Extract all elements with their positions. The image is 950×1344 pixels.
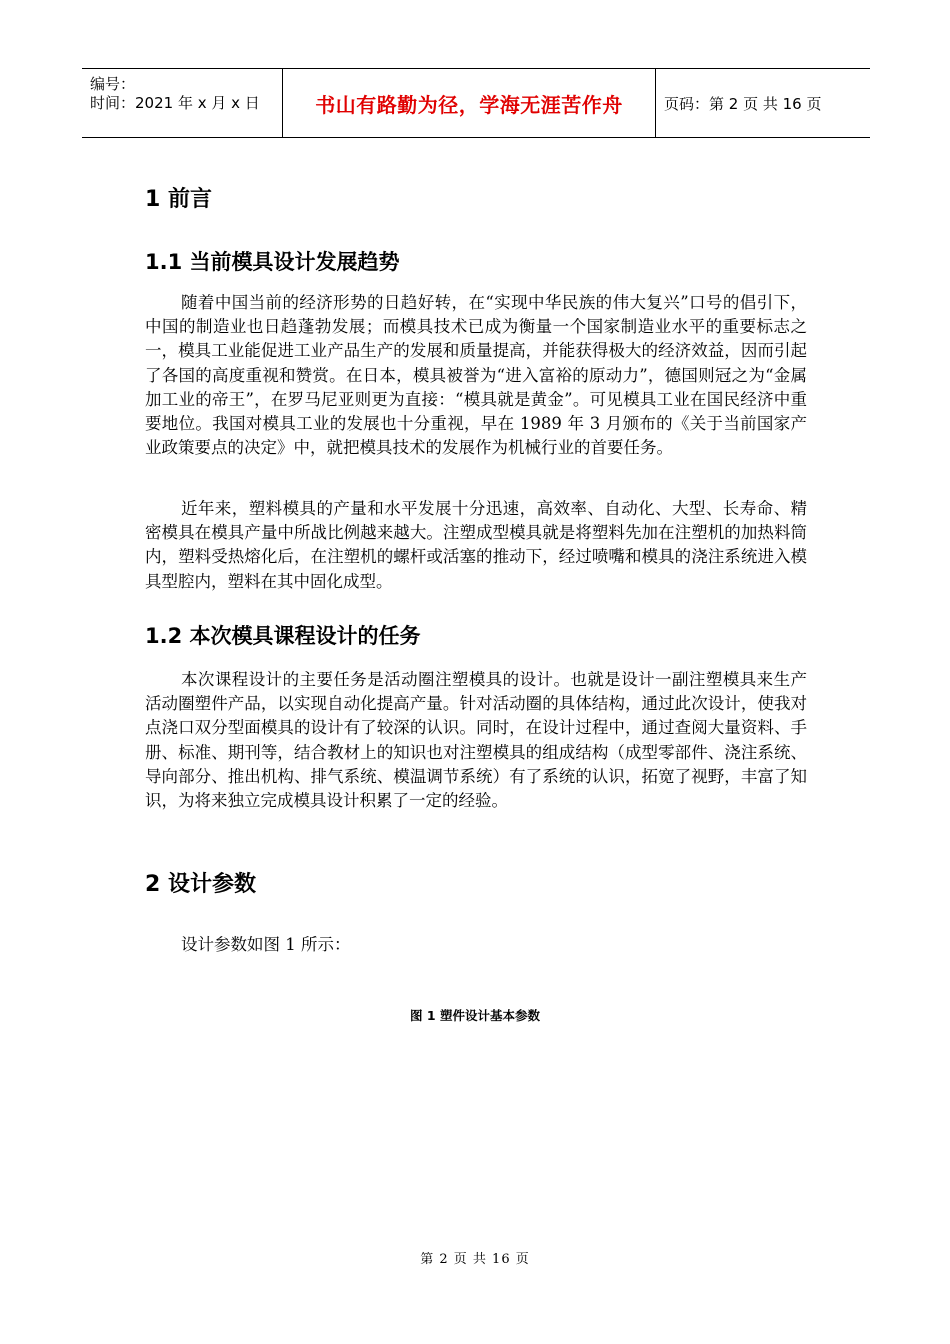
page-footer: 第 2 页 共 16 页 — [420, 1252, 530, 1267]
section-2-title: 2 设计参数 — [145, 872, 256, 897]
header-page-label: 页码：第 2 页 共 16 页 — [664, 94, 822, 113]
page-header — [82, 68, 870, 138]
section-1-2-paragraph-1: 本次课程设计的主要任务是活动圈注塑模具的设计。也就是设计一副注塑模具来生产活动圈塑件产品，以实现自动化提高产量。针对活动圈的具体结构，通过此次设计，使我对点浇口双分型面模具的设计有了较深的认识。同时，在设计过程中，通过查阅大量资料、手册、标准、期刊等，结合教材上的知识也对注塑模具的组成结构（成型零部件、浇注系统、导向部分、推出机构、排气系统、模温调节系统）有了系统的认识，拓宽了视野，丰富了知识，为将来独立完成模具设计积累了一定的经验。 — [145, 670, 807, 811]
header-date-label: 时间：2021 年 x 月 x 日 — [90, 94, 260, 112]
section-1-title: 1 前言 — [145, 187, 212, 212]
header-number-label: 编号： — [90, 75, 136, 93]
section-2-paragraph-1: 设计参数如图 1 所示： — [181, 935, 351, 954]
section-1-2-title: 1.2 本次模具课程设计的任务 — [145, 624, 421, 648]
section-1-1-paragraph-1: 随着中国当前的经济形势的日趋好转，在“实现中华民族的伟大复兴”口号的倡引下，中国的制造业也日趋蓬勃发展；而模具技术已成为衡量一个国家制造业水平的重要标志之一，模具工业能促进工业产品生产的发展和质量提高，并能获得极大的经济效益，因而引起了各国的高度重视和赞赏。在日本，模具被誉为“进入富裕的原动力”，德国则冠之为“金属加工业的帝王”，在罗马尼亚则更为直接：“模具就是黄金”。可见模具工业在国民经济中重要地位。我国对模具工业的发展也十分重视，早在 1989 年 3 月颁布的《关于当前国家产业政策要点的决定》中，就把模具技术的发展作为机械行业的首要任务。 — [145, 293, 807, 458]
section-1-1-paragraph-2: 近年来，塑料模具的产量和水平发展十分迅速，高效率、自动化、大型、长寿命、精密模具在模具产量中所战比例越来越大。注塑成型模具就是将塑料先加在注塑机的加热料筒内，塑料受热熔化后，在注塑机的螺杆或活塞的推动下，经过喷嘴和模具的浇注系统进入模具型腔内，塑料在其中固化成型。 — [145, 499, 807, 591]
header-meta — [82, 69, 282, 137]
figure-caption: 图 1 塑件设计基本参数 — [410, 1008, 540, 1023]
header-motto: 书山有路勤为径，学海无涯苦作舟 — [282, 69, 656, 137]
section-1-1-title: 1.1 当前模具设计发展趋势 — [145, 250, 400, 274]
